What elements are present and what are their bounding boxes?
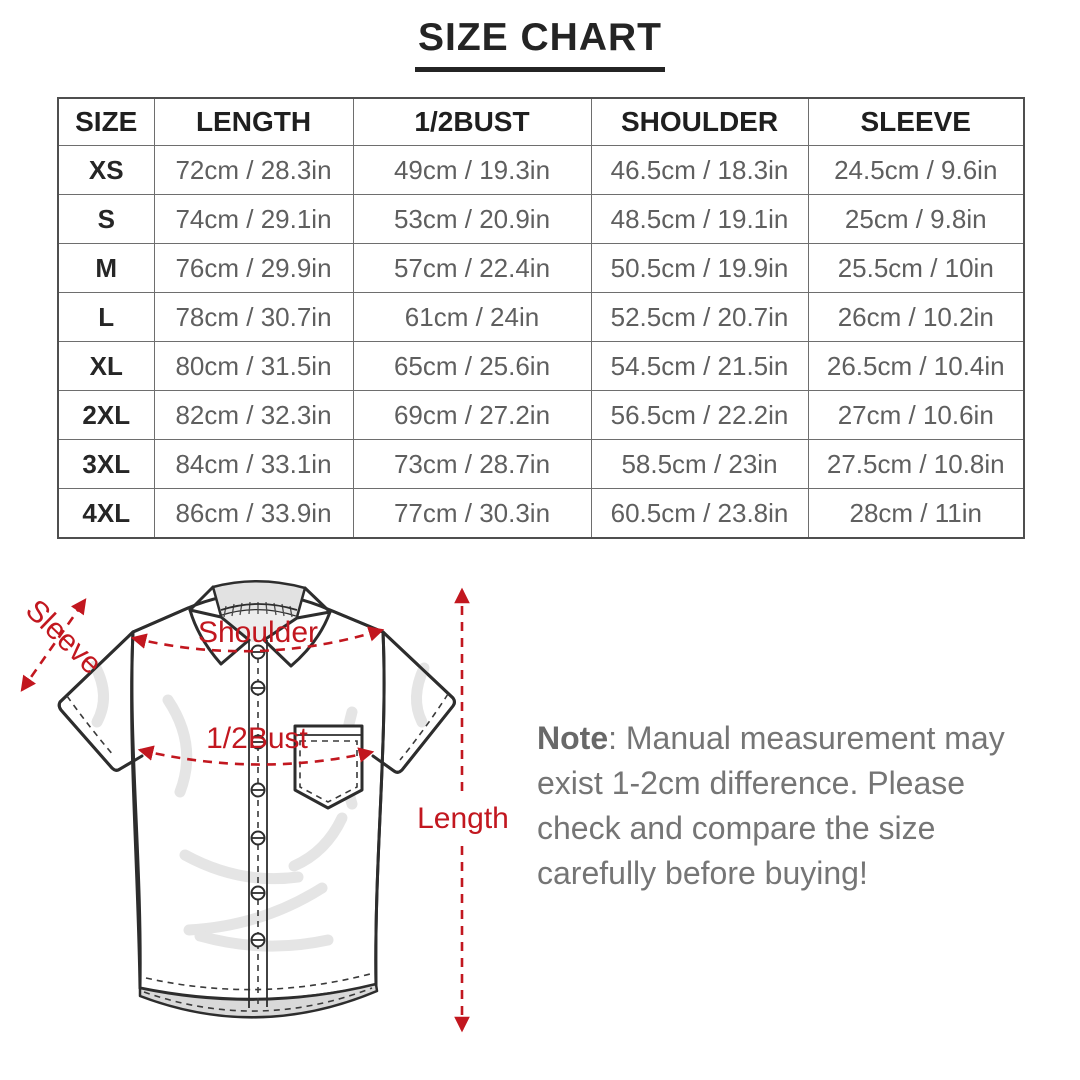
value-cell: 86cm / 33.9in bbox=[154, 489, 353, 539]
value-cell: 69cm / 27.2in bbox=[353, 391, 591, 440]
value-cell: 26cm / 10.2in bbox=[808, 293, 1024, 342]
value-cell: 65cm / 25.6in bbox=[353, 342, 591, 391]
table-row bbox=[58, 244, 1024, 293]
table-header-row bbox=[58, 98, 1024, 146]
note-label: Note bbox=[537, 720, 609, 756]
table-row bbox=[58, 391, 1024, 440]
value-cell: 50.5cm / 19.9in bbox=[591, 244, 808, 293]
value-cell: 80cm / 31.5in bbox=[154, 342, 353, 391]
size-cell: 4XL bbox=[58, 489, 154, 539]
half-bust-label: 1/2Bust bbox=[206, 722, 308, 755]
column-header: SLEEVE bbox=[808, 98, 1024, 146]
table-row bbox=[58, 146, 1024, 195]
value-cell: 25.5cm / 10in bbox=[808, 244, 1024, 293]
value-cell: 27cm / 10.6in bbox=[808, 391, 1024, 440]
value-cell: 72cm / 28.3in bbox=[154, 146, 353, 195]
measurement-note bbox=[537, 716, 1037, 896]
shoulder-label: Shoulder bbox=[197, 616, 319, 649]
value-cell: 49cm / 19.3in bbox=[353, 146, 591, 195]
value-cell: 48.5cm / 19.1in bbox=[591, 195, 808, 244]
value-cell: 73cm / 28.7in bbox=[353, 440, 591, 489]
value-cell: 58.5cm / 23in bbox=[591, 440, 808, 489]
value-cell: 56.5cm / 22.2in bbox=[591, 391, 808, 440]
table-row bbox=[58, 195, 1024, 244]
value-cell: 25cm / 9.8in bbox=[808, 195, 1024, 244]
value-cell: 61cm / 24in bbox=[353, 293, 591, 342]
note-line: carefully before buying! bbox=[537, 855, 868, 891]
column-header: SIZE bbox=[58, 98, 154, 146]
value-cell: 52.5cm / 20.7in bbox=[591, 293, 808, 342]
size-cell: L bbox=[58, 293, 154, 342]
table-row bbox=[58, 342, 1024, 391]
size-table bbox=[57, 97, 1025, 539]
size-table-body bbox=[58, 146, 1024, 539]
note-line: exist 1-2cm difference. Please bbox=[537, 765, 966, 801]
note-line: Note: Manual measurement may bbox=[537, 720, 1005, 756]
size-cell: 3XL bbox=[58, 440, 154, 489]
column-header: LENGTH bbox=[154, 98, 353, 146]
value-cell: 28cm / 11in bbox=[808, 489, 1024, 539]
value-cell: 53cm / 20.9in bbox=[353, 195, 591, 244]
table-row bbox=[58, 440, 1024, 489]
size-cell: 2XL bbox=[58, 391, 154, 440]
value-cell: 27.5cm / 10.8in bbox=[808, 440, 1024, 489]
value-cell: 54.5cm / 21.5in bbox=[591, 342, 808, 391]
value-cell: 84cm / 33.1in bbox=[154, 440, 353, 489]
title-wrap bbox=[0, 16, 1080, 72]
table-row bbox=[58, 489, 1024, 539]
column-header: SHOULDER bbox=[591, 98, 808, 146]
column-header: 1/2BUST bbox=[353, 98, 591, 146]
size-cell: XL bbox=[58, 342, 154, 391]
size-cell: M bbox=[58, 244, 154, 293]
value-cell: 77cm / 30.3in bbox=[353, 489, 591, 539]
value-cell: 76cm / 29.9in bbox=[154, 244, 353, 293]
value-cell: 26.5cm / 10.4in bbox=[808, 342, 1024, 391]
value-cell: 46.5cm / 18.3in bbox=[591, 146, 808, 195]
length-label: Length bbox=[417, 802, 509, 835]
size-cell: S bbox=[58, 195, 154, 244]
note-line: check and compare the size bbox=[537, 810, 936, 846]
page-title: SIZE CHART bbox=[415, 16, 665, 72]
value-cell: 24.5cm / 9.6in bbox=[808, 146, 1024, 195]
size-cell: XS bbox=[58, 146, 154, 195]
shirt-diagram bbox=[0, 560, 540, 1070]
value-cell: 78cm / 30.7in bbox=[154, 293, 353, 342]
value-cell: 74cm / 29.1in bbox=[154, 195, 353, 244]
sleeve-label: Sleeve bbox=[19, 593, 109, 681]
value-cell: 82cm / 32.3in bbox=[154, 391, 353, 440]
table-row bbox=[58, 293, 1024, 342]
value-cell: 57cm / 22.4in bbox=[353, 244, 591, 293]
value-cell: 60.5cm / 23.8in bbox=[591, 489, 808, 539]
